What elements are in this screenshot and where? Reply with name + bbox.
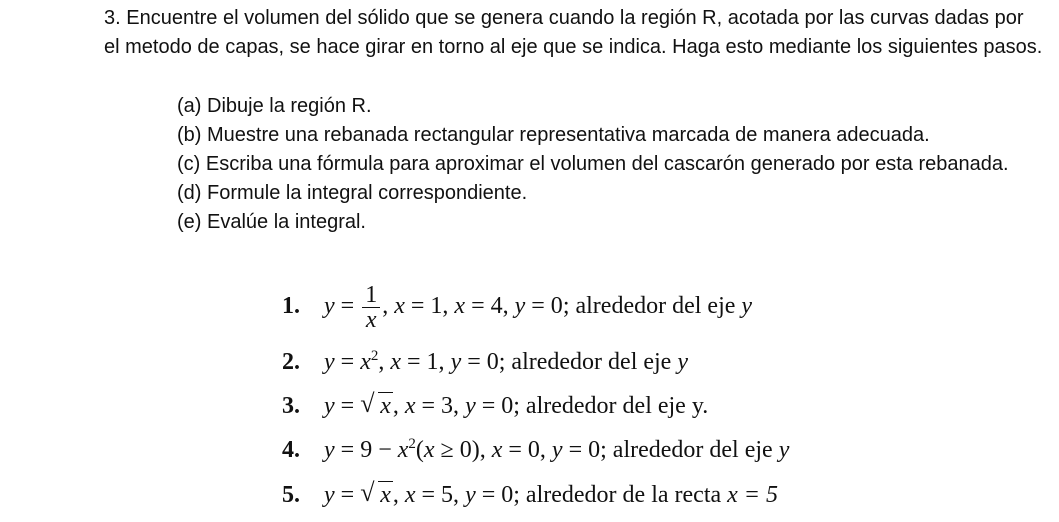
problem-statement: 3. Encuentre el volumen del sólido que se genera cuando la región R, acotada por las curvas dadas por el metodo de capas, se hace girar en torno al eje que se indica. Haga esto mediante los siguientes pasos. [104,7,1043,58]
fraction: $\frac{1}{x}$ [362,283,380,332]
exercise-suffix: ; alrededor del eje [562,293,736,320]
exercise-number: 1. [282,293,300,320]
exercise-suffix: ; alrededor del eje y. [513,393,709,419]
exercise-suffix: ; alrededor del eje [600,437,773,463]
axis-label: y [741,293,753,320]
exercise-4: 4. $y = 9 - x^2(x \ge 0)$, x = 0, y = 0; alrededor del eje y [282,436,790,463]
step-e: (e) Evalúe la integral. [177,211,366,233]
exercise-number: 5. [282,482,300,508]
exercise-suffix: ; alrededor del eje [498,349,672,375]
exercise-2: 2. $y = x^2$, x = 1, y = 0; alrededor del eje y [282,348,688,375]
square-root: √ x [360,478,391,508]
exercise-3: 3. y = √ x, x = 3, y = 0; alrededor del eje y. [282,389,709,419]
step-a: (a) Dibuje la región R. [177,95,372,117]
step-d: (d) Formule la integral correspondiente. [177,182,528,204]
step-b: (b) Muestre una rebanada rectangular representativa marcada de manera adecuada. [177,124,930,146]
axis-label: y [677,349,688,375]
exercise-1: 1. y = $\frac{1}{x}$ , x = 1, x = 4, y = 0; alrededor del eje y [282,282,753,333]
step-c: (c) Escriba una fórmula para aproximar el volumen del cascarón generado por esta rebanada. [177,153,1009,175]
axis-label: y [778,437,790,463]
exercise-number: 3. [282,393,300,419]
line-label: x = 5 [727,482,778,508]
square-root: √ x [360,389,391,419]
steps-list [177,92,1037,237]
exercise-number: 4. [282,437,300,463]
exercise-number: 2. [282,349,300,375]
exercise-5: 5. y = √ x, x = 5, y = 0; alrededor de la recta x = 5 [282,478,778,508]
exercise-suffix: ; alrededor de la recta [513,482,722,508]
